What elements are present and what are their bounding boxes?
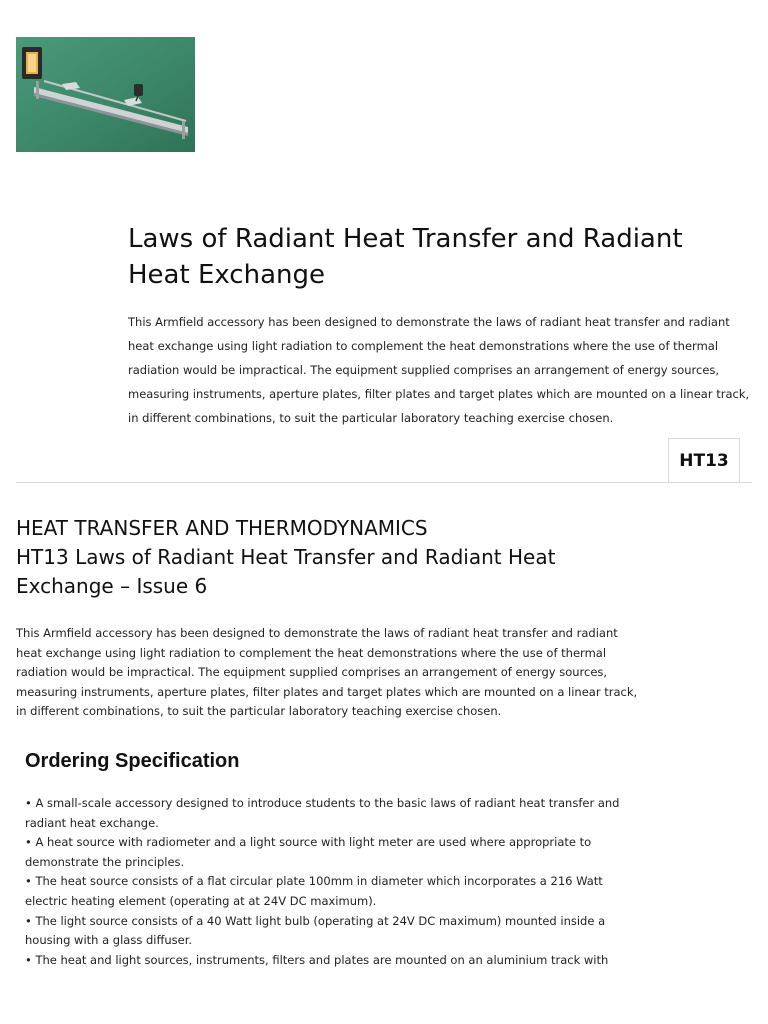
section-title: HT13 Laws of Radiant Heat Transfer and Radiant Heat Exchange – Issue 6	[16, 545, 556, 598]
list-item: • The heat and light sources, instruments, filters and plates are mounted on an aluminium track with	[25, 952, 609, 967]
page-title: Laws of Radiant Heat Transfer and Radiant Heat Exchange	[128, 224, 683, 290]
ordering-specification-heading: Ordering Specification	[25, 750, 240, 772]
product-code-badge: HT13	[668, 438, 740, 482]
ordering-specification-list	[25, 794, 635, 970]
list-item: • A heat source with radiometer and a light source with light meter are used where appropriate to demonstrate the principles.	[25, 835, 592, 869]
section-category: HEAT TRANSFER AND THERMODYNAMICS	[16, 516, 428, 540]
product-photo	[16, 37, 195, 152]
list-item: • The heat source consists of a flat circular plate 100mm in diameter which incorporates a 216 Watt electric heating element (operating at at 24V DC maximum).	[25, 874, 603, 908]
radiant-heat-apparatus-photo	[16, 37, 195, 152]
list-item: • A small-scale accessory designed to introduce students to the basic laws of radiant heat transfer and radiant heat exchange.	[25, 796, 620, 830]
section-description: This Armfield accessory has been designed to demonstrate the laws of radiant heat transfer and radiant heat exchange using light radiation to complement the heat demonstrations where the use of thermal radiation would be impractical. The equipment supplied comprises an arrangement of energy sources, measuring instruments, aperture plates, filter plates and target plates which are mounted on a linear track, in different combinations, to suit the particular laboratory teaching exercise chosen.	[16, 626, 638, 719]
hero-description: This Armfield accessory has been designed to demonstrate the laws of radiant heat transfer and radiant heat exchange using light radiation to complement the heat demonstrations where the use of thermal radiation would be impractical. The equipment supplied comprises an arrangement of energy sources, measuring instruments, aperture plates, filter plates and target plates which are mounted on a linear track, in different combinations, to suit the particular laboratory teaching exercise chosen.	[128, 315, 750, 425]
list-item: • The light source consists of a 40 Watt light bulb (operating at 24V DC maximum) mounted inside a housing with a glass diffuser.	[25, 913, 606, 948]
divider	[16, 482, 752, 483]
